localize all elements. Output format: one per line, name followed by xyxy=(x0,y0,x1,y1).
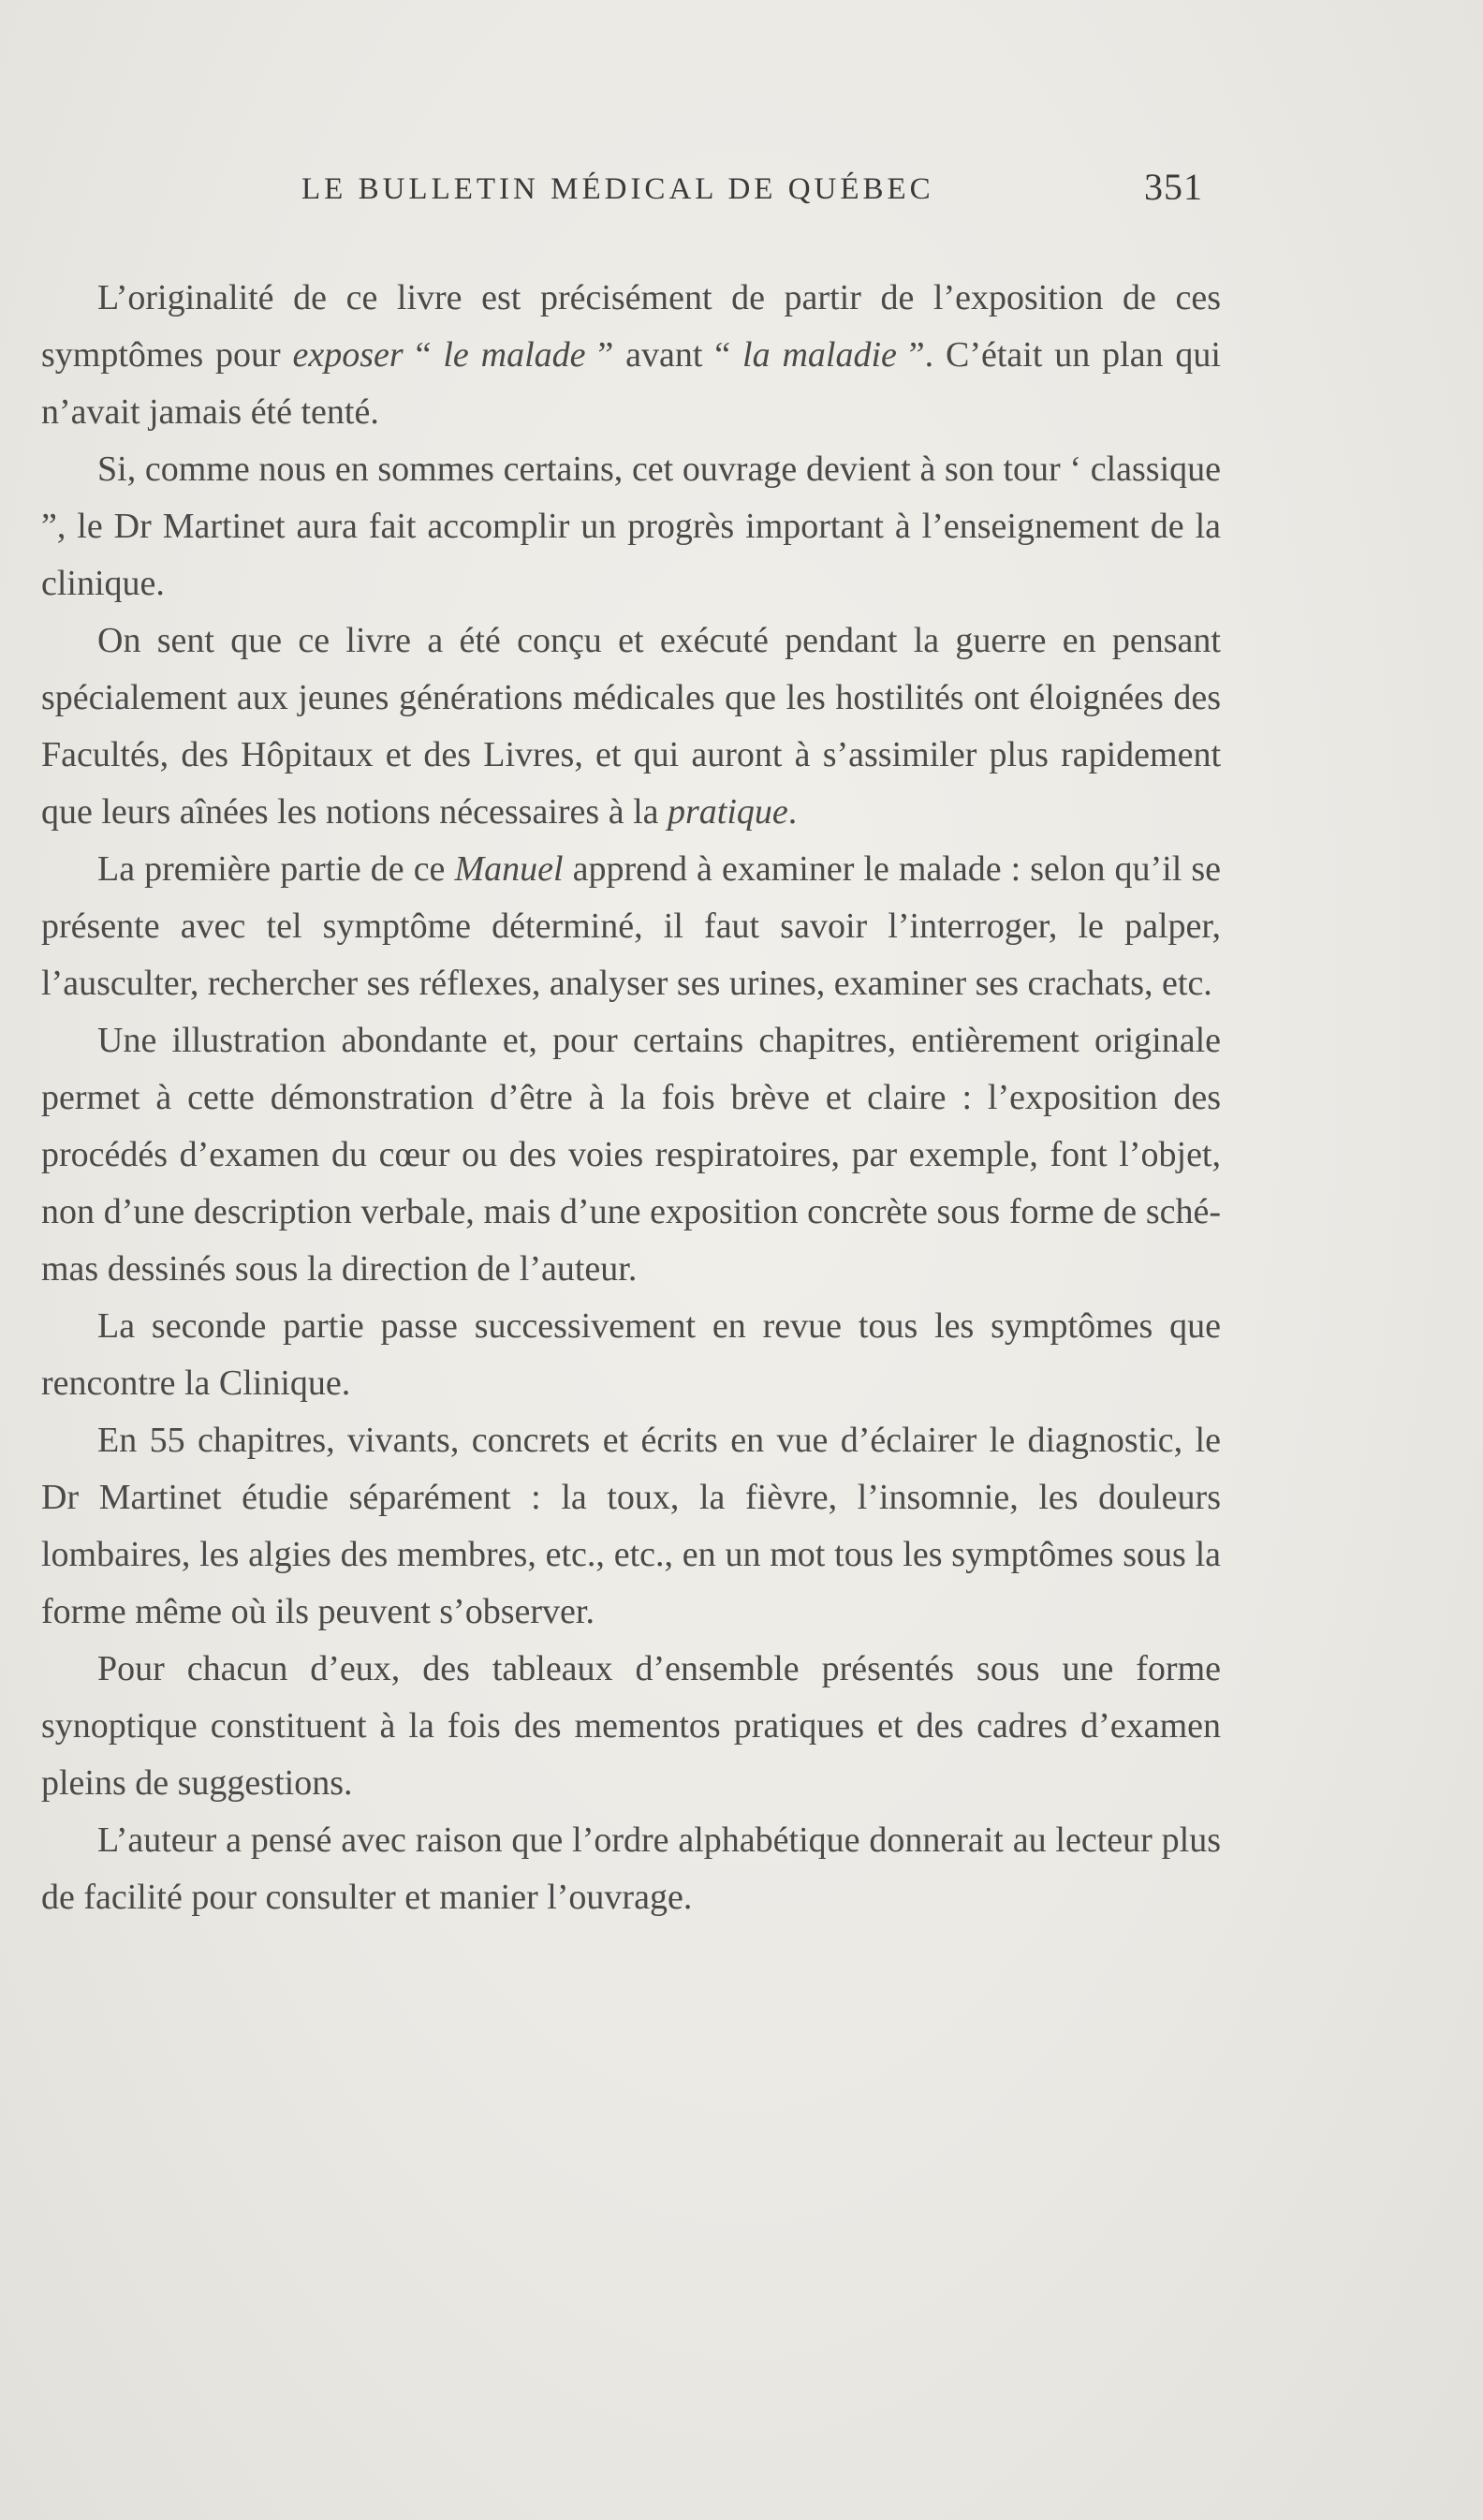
text-run: ” avant “ xyxy=(585,335,743,375)
text-run: apprend à examiner le malade : selon qu’il se présente avec tel symptôme déterminé, il faut savoir l’interroger, le palper, l’ausculter, rechercher ses réflexes, analyser ses urines, examiner ses crachats, etc. xyxy=(41,849,1222,1003)
text-run: ”. C’était un plan qui n’avait jamais été tenté. xyxy=(41,335,1221,432)
paragraph xyxy=(41,1012,1221,1298)
paragraph xyxy=(41,441,1221,612)
paragraph xyxy=(41,1298,1221,1412)
text-run: En 55 chapitres, vivants, concrets et écrits en vue d’éclairer le diagnostic, le Dr Martinet étudie séparément : la toux, la fièvre, l’insomnie, les douleurs lombaires, les algies des membres, etc., etc., en un mot tous les symptômes sous la forme même où ils peuvent s’observer. xyxy=(41,1421,1221,1631)
text-run: L’originalité de ce livre est précisément de partir de l’exposition de ces symptômes pour xyxy=(41,278,1221,375)
text-run: Pour chacun d’eux, des tableaux d’ensemble présentés sous une forme synoptique constituent à la fois des mementos pratiques et des cadres d’examen pleins de suggestions. xyxy=(41,1649,1221,1803)
text-run: La première partie de ce xyxy=(97,849,455,889)
running-title: LE BULLETIN MÉDICAL DE QUÉBEC xyxy=(301,172,934,206)
italic-text: exposer xyxy=(292,335,404,375)
italic-text: la maladie xyxy=(742,335,897,375)
paragraph xyxy=(41,1641,1221,1812)
paragraph xyxy=(41,270,1221,441)
italic-text: le malade xyxy=(443,335,586,375)
text-run: On sent que ce livre a été conçu et exécuté pendant la guerre en pensant spécialement aux jeunes générations médicales que les hostilités ont éloignées des Facultés, des Hôpitaux et des Livres, et qui auront à s’assimiler plus rapidement que leurs aînées les notions nécessaires à la xyxy=(41,621,1221,832)
page-number: 351 xyxy=(1144,166,1203,208)
text-run: La seconde partie passe successivement en revue tous les symptômes que rencontre la Clinique. xyxy=(41,1306,1221,1403)
text-run: Si, comme nous en sommes certains, cet ouvrage devient à son tour ‘ classique ”, le Dr Martinet aura fait accomplir un progrès important à l’enseignement de la clinique. xyxy=(41,449,1221,603)
text-run: . xyxy=(787,792,798,832)
italic-text: pratique xyxy=(668,792,788,832)
paragraph xyxy=(41,841,1221,1012)
text-run: L’auteur a pensé avec raison que l’ordre alphabétique donnerait au lecteur plus de facilité pour consulter et manier l’ouvrage. xyxy=(41,1820,1221,1917)
text-run: “ xyxy=(403,335,444,375)
paragraph xyxy=(41,1812,1221,1926)
paragraph xyxy=(41,612,1221,841)
italic-text: Manuel xyxy=(454,849,564,889)
body-text xyxy=(41,270,1221,1926)
page-header xyxy=(0,161,1483,217)
text-run: Une illustration abondante et, pour certains chapitres, entièrement originale permet à cette démonstration d’être à la fois brève et claire : l’exposition des procédés d’examen du cœur ou des voies respiratoires, par exemple, font l’objet, non d’une description verbale, mais d’une exposition concrète sous forme de schémas dessinés sous la direction de l’auteur. xyxy=(41,1021,1221,1289)
paragraph xyxy=(41,1412,1221,1641)
